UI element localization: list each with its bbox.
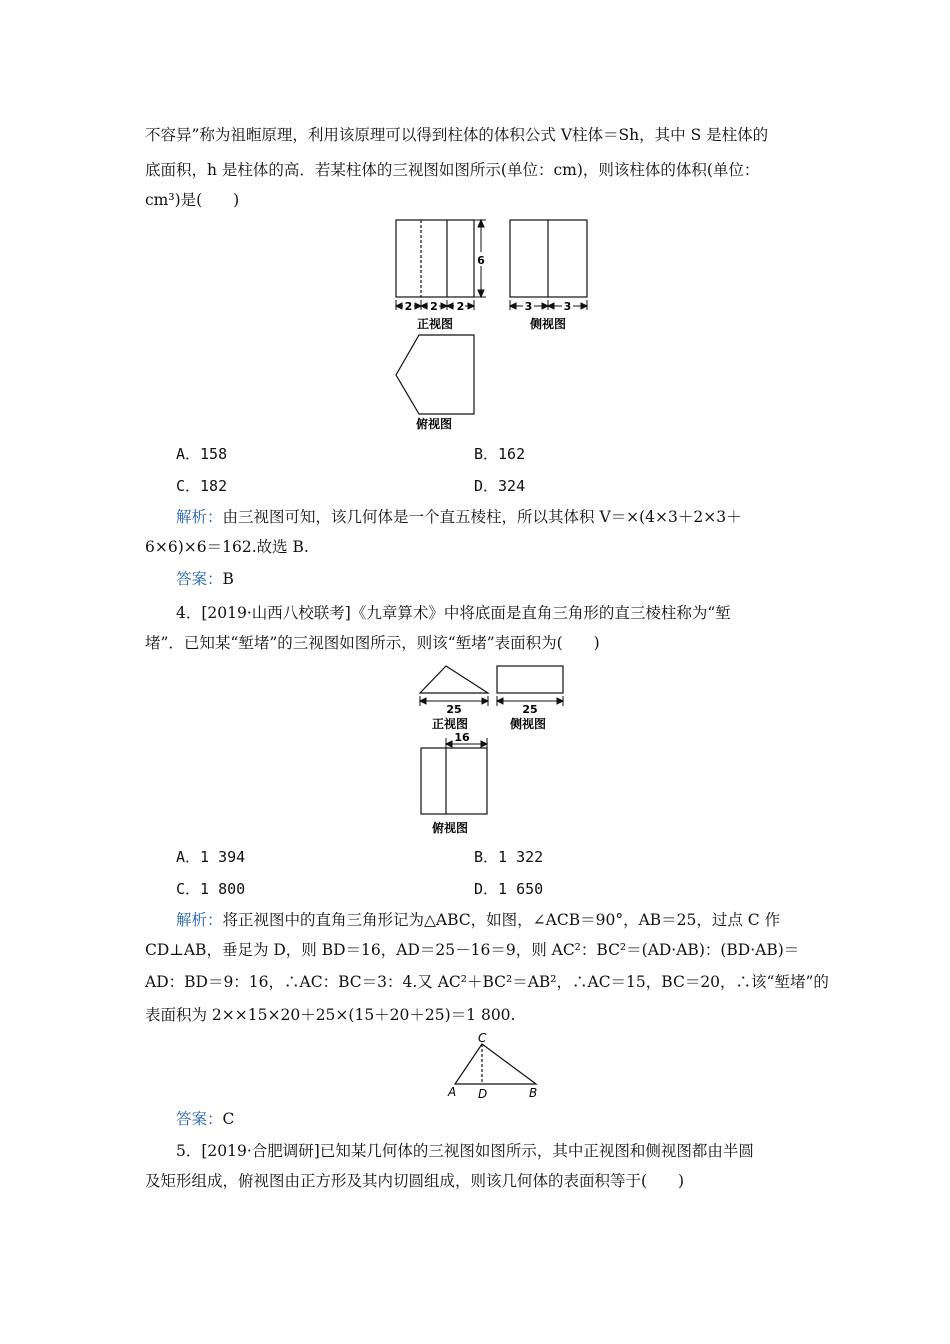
- q3-analysis-line-1: [176, 507, 742, 527]
- label-c: C: [478, 1031, 487, 1045]
- q4-analysis-line-4: 表面积为 2××15×20＋25×(15＋20＋25)＝1 800.: [145, 1006, 516, 1024]
- label-d: D: [478, 1087, 488, 1101]
- q3-top-view-caption: 俯视图: [415, 417, 453, 431]
- q3-side-view-caption: 侧视图: [529, 317, 567, 331]
- q4-dim-side: 25: [522, 703, 538, 716]
- q3-answer: [176, 569, 234, 589]
- q4-triangle-diagram: [440, 1030, 550, 1105]
- q3-front-view-caption: 正视图: [416, 317, 454, 331]
- q4-dim-front: 25: [446, 703, 462, 716]
- q4-answer-label: 答案：: [176, 1110, 223, 1128]
- q3-dim-side-2: 3: [563, 300, 572, 313]
- q4-text-line-1: 4．[2019·山西八校联考]《九章算术》中将底面是直角三角形的直三棱柱称为“堑: [176, 604, 731, 622]
- label-a: A: [448, 1085, 457, 1099]
- q4-side-view: [497, 666, 563, 693]
- q4-front-view-caption: 正视图: [431, 717, 469, 731]
- q3-dim-front-3: 2: [456, 300, 465, 313]
- q3-dim-side-1: 3: [524, 300, 533, 313]
- q4-answer: [176, 1109, 234, 1129]
- q3-dim-front-2: 2: [430, 300, 438, 313]
- q3-side-width-dimensions: [510, 300, 587, 310]
- q4-option-c[interactable]: C．1 800: [176, 880, 246, 898]
- q5-text-line-1: 5．[2019·合肥调研]已知某几何体的三视图如图所示，其中正视图和侧视图都由半圆: [176, 1142, 754, 1160]
- q3-analysis-line-2: 6×6)×6＝162.故选 B.: [145, 538, 309, 556]
- q3-top-view: [396, 335, 474, 414]
- q4-option-a[interactable]: A．1 394: [176, 848, 246, 866]
- q3-option-a[interactable]: A．158: [176, 445, 228, 463]
- q4-answer-value: C: [222, 1110, 235, 1128]
- q3-analysis-label: 解析：: [176, 508, 223, 526]
- q4-analysis-text-1: 将正视图中的直角三角形记为△ABC，如图，∠ACB＝90°，AB＝25，过点 C 作: [222, 911, 781, 929]
- q4-option-b[interactable]: B．1 322: [474, 848, 544, 866]
- q4-analysis-line-3: AD：BD＝9：16，∴AC：BC＝3：4.又 AC²＋BC²＝AB²，∴AC＝15，BC＝20，∴该“堑堵”的: [145, 973, 829, 991]
- q3-front-view: [396, 220, 474, 297]
- q4-top-view-caption: 俯视图: [431, 821, 469, 835]
- q3-text-line-3: cm³)是( ): [145, 191, 240, 209]
- q4-option-d[interactable]: D．1 650: [474, 880, 544, 898]
- q4-analysis-line-1: [176, 910, 780, 930]
- q4-analysis-line-2: CD⊥AB，垂足为 D，则 BD＝16，AD＝25－16＝9，则 AC²：BC²＝(AD·AB)：(BD·AB)＝: [145, 941, 800, 959]
- q4-three-view-figure: [410, 660, 580, 840]
- q3-dim-front-1: 2: [404, 300, 413, 313]
- q3-dim-height: 6: [477, 254, 485, 267]
- q3-option-c[interactable]: C．182: [176, 477, 228, 495]
- q3-answer-value: B: [222, 570, 234, 588]
- q3-option-b[interactable]: B．162: [474, 445, 526, 463]
- label-b: B: [529, 1086, 538, 1100]
- q4-front-view: [420, 666, 488, 693]
- q3-option-d[interactable]: D．324: [474, 477, 526, 495]
- q3-text-line-2: 底面积，h 是柱体的高．若某柱体的三视图如图所示(单位：cm)，则该柱体的体积(单位：: [145, 161, 760, 179]
- q4-text-line-2: 堵”．已知某“堑堵”的三视图如图所示，则该“堑堵”表面积为( ): [145, 634, 600, 652]
- triangle-abc: [455, 1044, 536, 1084]
- q4-side-view-caption: 侧视图: [509, 717, 547, 731]
- q3-side-view: [510, 220, 587, 297]
- q3-text-line-1: 不容异”称为祖暅原理，利用该原理可以得到柱体的体积公式 V柱体＝Sh，其中 S 是柱体的: [145, 126, 769, 144]
- q4-dim-top: 16: [454, 731, 470, 744]
- q3-answer-label: 答案：: [176, 570, 223, 588]
- q3-analysis-text-1: 由三视图可知，该几何体是一个直五棱柱，所以其体积 V＝×(4×3＋2×3＋: [222, 508, 742, 526]
- q5-text-line-2: 及矩形组成，俯视图由正方形及其内切圆组成，则该几何体的表面积等于( ): [145, 1172, 685, 1190]
- q4-top-view: [421, 748, 487, 814]
- q3-three-view-figure: [380, 210, 600, 430]
- q4-analysis-label: 解析：: [176, 911, 223, 929]
